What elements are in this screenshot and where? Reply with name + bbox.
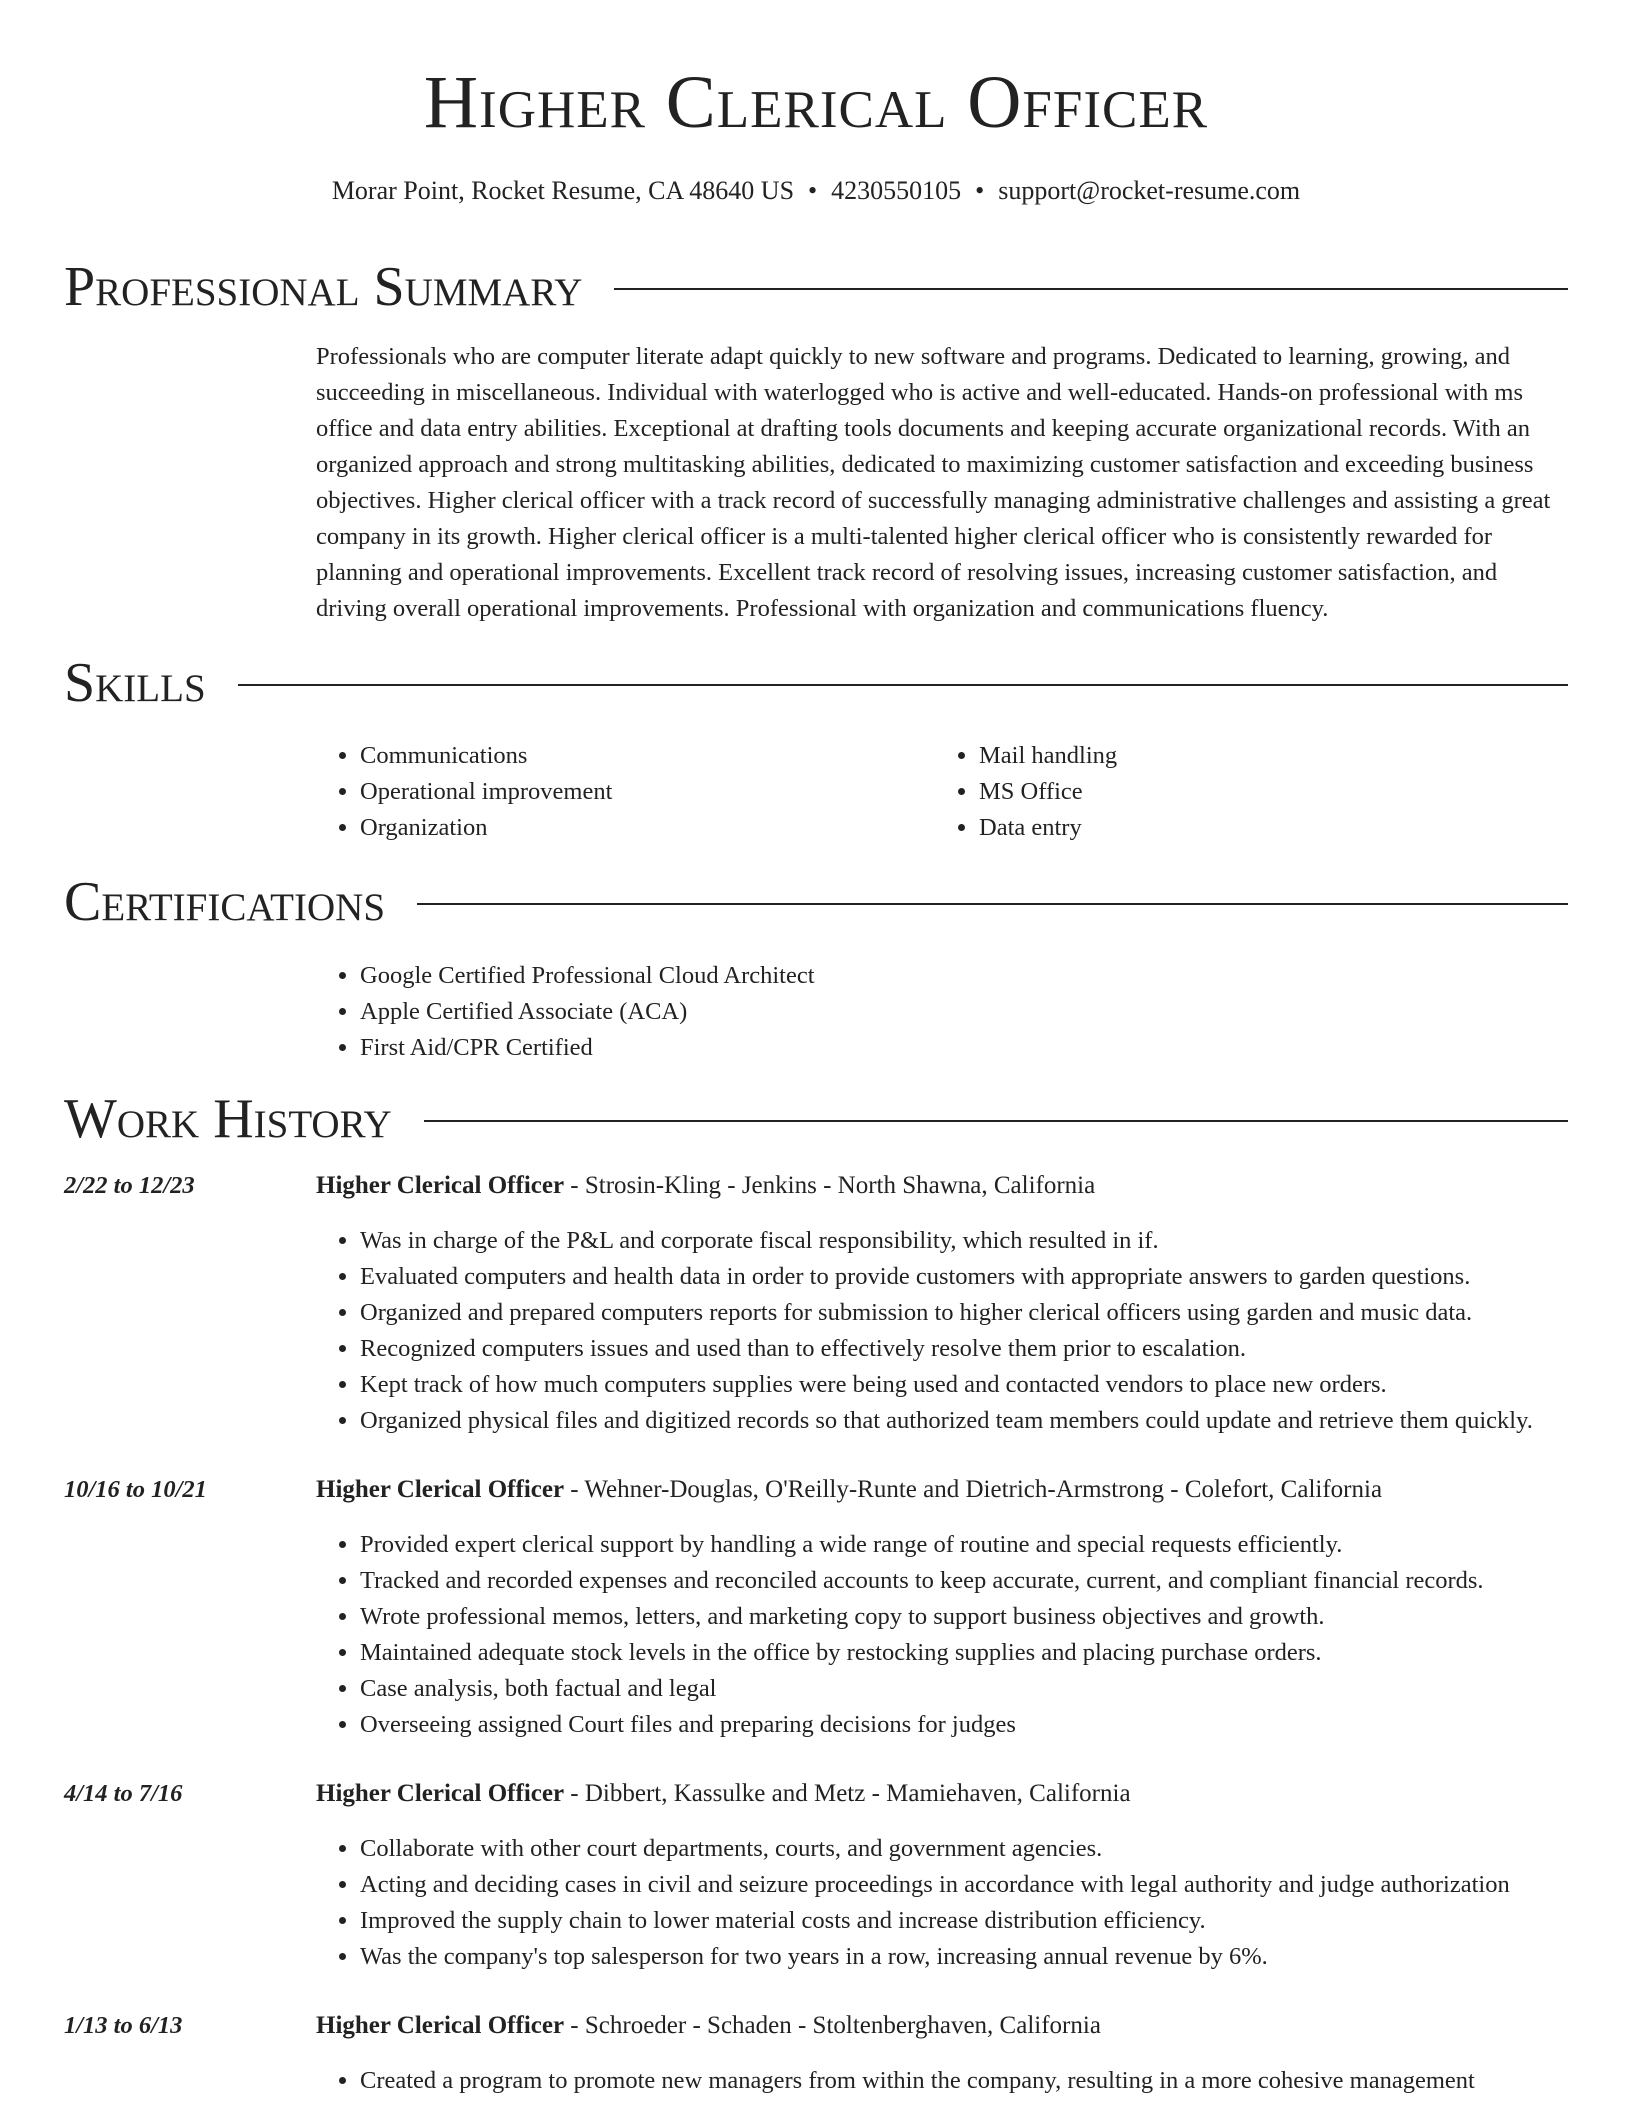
job-bullet: • Provided expert clerical support by handling a wide range of routine and special requests efficiently. xyxy=(360,1527,1572,1563)
certification-item: • Apple Certified Associate (ACA) xyxy=(360,994,1516,1030)
skill-item: • Operational improvement xyxy=(360,774,896,810)
certifications-section-heading xyxy=(64,870,1568,934)
contact-separator: • xyxy=(975,176,985,205)
job-title: Higher Clerical Officer xyxy=(316,1476,565,1503)
job-dates: 10/16 to 10/21 xyxy=(64,1476,207,1503)
job-heading xyxy=(316,1776,1572,1812)
section-title: Work History xyxy=(64,1088,392,1150)
job-bullets xyxy=(316,1831,1572,1975)
section-title: Professional Summary xyxy=(64,256,583,318)
skill-item: • MS Office xyxy=(979,774,1515,810)
certifications-list xyxy=(316,958,1516,1066)
job-title: Higher Clerical Officer xyxy=(316,1172,565,1199)
job-details: - Dibbert, Kassulke and Metz - Mamiehaven, California xyxy=(564,1780,1131,1807)
work-history-section-heading xyxy=(64,1087,1568,1151)
skill-item: • Organization xyxy=(360,810,896,846)
skills-column-right xyxy=(935,738,1515,846)
skills-column-left xyxy=(316,738,896,846)
skill-item: • Communications xyxy=(360,738,896,774)
section-title: Skills xyxy=(64,652,206,714)
job-bullet: • Organized physical files and digitized records so that authorized team members could update and retrieve them quickly. xyxy=(360,1403,1572,1439)
job-bullet: • Organized and prepared computers reports for submission to higher clerical officers using garden and music data. xyxy=(360,1295,1572,1331)
contact-separator: • xyxy=(808,176,818,205)
certification-item: • Google Certified Professional Cloud Architect xyxy=(360,958,1516,994)
job-details: - Schroeder - Schaden - Stoltenberghaven, California xyxy=(564,2012,1101,2039)
job-bullet: • Acting and deciding cases in civil and seizure proceedings in accordance with legal authority and judge authorization xyxy=(360,1867,1572,1903)
job-dates: 1/13 to 6/13 xyxy=(64,2012,183,2039)
job-bullet: • Was the company's top salesperson for two years in a row, increasing annual revenue by 6%. xyxy=(360,1939,1572,1975)
job-title: Higher Clerical Officer xyxy=(316,2012,565,2039)
contact-address: Morar Point, Rocket Resume, CA 48640 US xyxy=(331,176,795,205)
job-bullet: • Maintained adequate stock levels in the office by restocking supplies and placing purchase orders. xyxy=(360,1635,1572,1671)
job-heading xyxy=(316,1168,1572,1204)
section-divider xyxy=(238,684,1568,686)
section-divider xyxy=(417,903,1568,905)
job-heading xyxy=(316,1472,1572,1508)
summary-text: Professionals who are computer literate adapt quickly to new software and programs. Dedicated to learning, growing, and succeeding in miscellaneous. Individual with waterlogged who is active and well-educated. Hands-on professional with ms office and data entry abilities. Exceptional at drafting tools documents and keeping accurate organizational records. With an organized approach and strong multitasking abilities, dedicated to maximizing customer satisfaction and exceeding business objectives. Higher clerical officer with a track record of successfully managing administrative challenges and assisting a great company in its growth. Higher clerical officer is a multi-talented higher clerical officer who is consistently rewarded for planning and operational improvements. Excellent track record of resolving issues, increasing customer satisfaction, and driving overall operational improvements. Professional with organization and communications fluency. xyxy=(316,343,1551,622)
job-bullet: • Collaborate with other court departments, courts, and government agencies. xyxy=(360,1831,1572,1867)
contact-email[interactable]: support@rocket-resume.com xyxy=(998,176,1301,205)
skill-item: • Mail handling xyxy=(979,738,1515,774)
summary-section-heading xyxy=(64,255,1568,319)
job-title: Higher Clerical Officer xyxy=(316,1780,565,1807)
job-details: - Strosin-Kling - Jenkins - North Shawna, California xyxy=(564,1172,1096,1199)
job-bullet: • Improved the supply chain to lower material costs and increase distribution efficiency. xyxy=(360,1903,1572,1939)
certification-item: • First Aid/CPR Certified xyxy=(360,1030,1516,1066)
skills-section-heading xyxy=(64,651,1568,715)
job-details: - Wehner-Douglas, O'Reilly-Runte and Dietrich-Armstrong - Colefort, California xyxy=(564,1476,1383,1503)
contact-phone: 4230550105 xyxy=(831,176,962,205)
section-title: Certifications xyxy=(64,871,386,933)
skill-item: • Data entry xyxy=(979,810,1515,846)
resume-name: Higher Clerical Officer xyxy=(423,61,1209,144)
job-bullet: • Overseeing assigned Court files and preparing decisions for judges xyxy=(360,1707,1572,1743)
section-divider xyxy=(614,288,1568,290)
section-divider xyxy=(424,1120,1568,1122)
job-bullet: • Tracked and recorded expenses and reconciled accounts to keep accurate, current, and compliant financial records. xyxy=(360,1563,1572,1599)
contact-line xyxy=(0,174,1632,208)
job-bullet: • Created a program to promote new managers from within the company, resulting in a more cohesive management xyxy=(360,2063,1572,2099)
job-bullets xyxy=(316,1223,1572,1439)
job-bullet: • Recognized computers issues and used than to effectively resolve them prior to escalation. xyxy=(360,1331,1572,1367)
job-bullets xyxy=(316,2063,1572,2099)
job-bullet: • Case analysis, both factual and legal xyxy=(360,1671,1572,1707)
job-bullet: • Was in charge of the P&L and corporate fiscal responsibility, which resulted in if. xyxy=(360,1223,1572,1259)
job-bullets xyxy=(316,1527,1572,1743)
job-bullet: • Wrote professional memos, letters, and marketing copy to support business objectives and growth. xyxy=(360,1599,1572,1635)
job-dates: 2/22 to 12/23 xyxy=(64,1172,195,1199)
job-bullet: • Kept track of how much computers supplies were being used and contacted vendors to place new orders. xyxy=(360,1367,1572,1403)
job-dates: 4/14 to 7/16 xyxy=(64,1780,183,1807)
job-heading xyxy=(316,2008,1572,2044)
job-bullet: • Evaluated computers and health data in order to provide customers with appropriate answers to garden questions. xyxy=(360,1259,1572,1295)
